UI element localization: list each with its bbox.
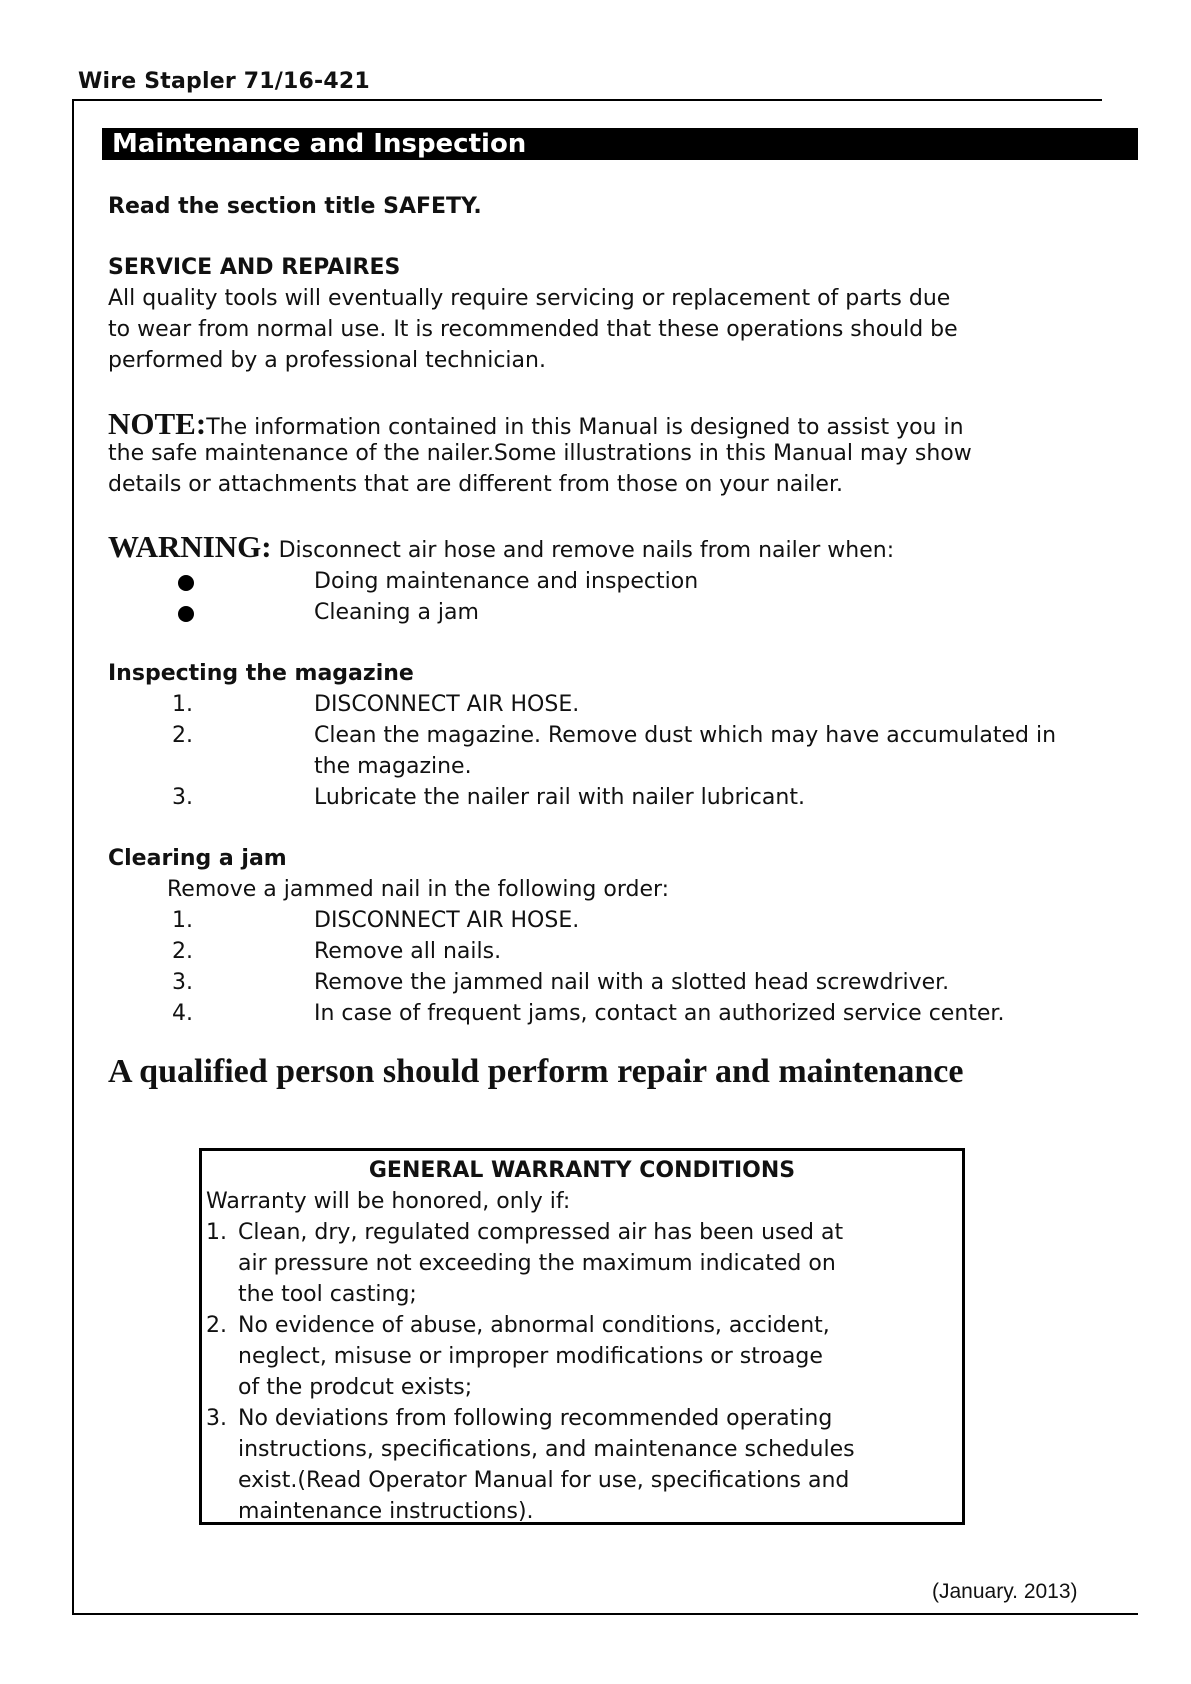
warranty-box	[199, 1148, 965, 1525]
warranty-intro: Warranty will be honored, only if:	[206, 1189, 571, 1214]
warranty-item-3-line-3: exist.(Read Operator Manual for use, specifications and	[238, 1468, 850, 1493]
magazine-item-1-text: DISCONNECT AIR HOSE.	[314, 692, 580, 717]
note-line-2: the safe maintenance of the nailer.Some illustrations in this Manual may show	[108, 441, 972, 466]
magazine-item-2-number: 2.	[172, 723, 193, 748]
jam-item-4-text: In case of frequent jams, contact an authorized service center.	[314, 1001, 1005, 1026]
magazine-item-1-number: 1.	[172, 692, 193, 717]
jam-item-1-text: DISCONNECT AIR HOSE.	[314, 908, 580, 933]
magazine-item-3-number: 3.	[172, 785, 193, 810]
warranty-item-3-line-2: instructions, specifications, and maintenance schedules	[238, 1437, 855, 1462]
section-title-bar: Maintenance and Inspection	[102, 128, 1138, 160]
jam-intro: Remove a jammed nail in the following order:	[167, 877, 670, 902]
warranty-item-1-line-1: Clean, dry, regulated compressed air has been used at	[238, 1220, 844, 1245]
magazine-item-2-text-2: the magazine.	[314, 754, 472, 779]
qualified-person-statement: A qualified person should perform repair and maintenance	[108, 1053, 964, 1090]
warranty-item-3-line-4: maintenance instructions).	[238, 1499, 534, 1524]
footer-date: (January. 2013)	[932, 1580, 1078, 1603]
note-label: NOTE:	[108, 406, 207, 441]
header-rule	[72, 99, 1102, 101]
magazine-heading: Inspecting the magazine	[108, 661, 414, 686]
jam-item-2-text: Remove all nails.	[314, 939, 502, 964]
jam-item-1-number: 1.	[172, 908, 193, 933]
warranty-item-1-line-2: air pressure not exceeding the maximum indicated on	[238, 1251, 836, 1276]
service-line-2: to wear from normal use. It is recommended that these operations should be	[108, 317, 958, 342]
jam-item-3-text: Remove the jammed nail with a slotted head screwdriver.	[314, 970, 950, 995]
warning-label: WARNING:	[108, 529, 272, 564]
note-text-1: The information contained in this Manual is designed to assist you in	[206, 415, 964, 440]
warranty-item-2-line-2: neglect, misuse or improper modifications or stroage	[238, 1344, 823, 1369]
warranty-item-1-number: 1.	[206, 1220, 227, 1245]
footer-rule	[72, 1613, 1138, 1615]
service-heading: SERVICE AND REPAIRES	[108, 255, 401, 280]
warning-line	[108, 528, 894, 570]
warranty-item-1-line-3: the tool casting;	[238, 1282, 417, 1307]
jam-item-2-number: 2.	[172, 939, 193, 964]
warning-bullet-1: Doing maintenance and inspection	[314, 569, 699, 594]
warranty-item-2-line-1: No evidence of abuse, abnormal conditions, accident,	[238, 1313, 830, 1338]
intro-safety-line: Read the section title SAFETY.	[108, 194, 482, 219]
note-line-3: details or attachments that are different from those on your nailer.	[108, 472, 843, 497]
jam-item-4-number: 4.	[172, 1001, 193, 1026]
warranty-item-2-line-3: of the prodcut exists;	[238, 1375, 473, 1400]
jam-heading: Clearing a jam	[108, 846, 287, 871]
service-line-1: All quality tools will eventually require servicing or replacement of parts due	[108, 286, 951, 311]
warranty-item-3-number: 3.	[206, 1406, 227, 1431]
left-margin-rule	[72, 99, 74, 1614]
document-header-title: Wire Stapler 71/16-421	[78, 69, 370, 94]
service-line-3: performed by a professional technician.	[108, 348, 546, 373]
bullet-icon	[178, 606, 194, 622]
warranty-item-3-line-1: No deviations from following recommended operating	[238, 1406, 833, 1431]
warranty-title: GENERAL WARRANTY CONDITIONS	[368, 1158, 796, 1183]
warning-bullet-2: Cleaning a jam	[314, 600, 479, 625]
magazine-item-2-text-1: Clean the magazine. Remove dust which may have accumulated in	[314, 723, 1057, 748]
warranty-item-2-number: 2.	[206, 1313, 227, 1338]
warning-text: Disconnect air hose and remove nails from nailer when:	[271, 538, 895, 563]
jam-item-3-number: 3.	[172, 970, 193, 995]
magazine-item-3-text: Lubricate the nailer rail with nailer lubricant.	[314, 785, 805, 810]
bullet-icon	[178, 575, 194, 591]
